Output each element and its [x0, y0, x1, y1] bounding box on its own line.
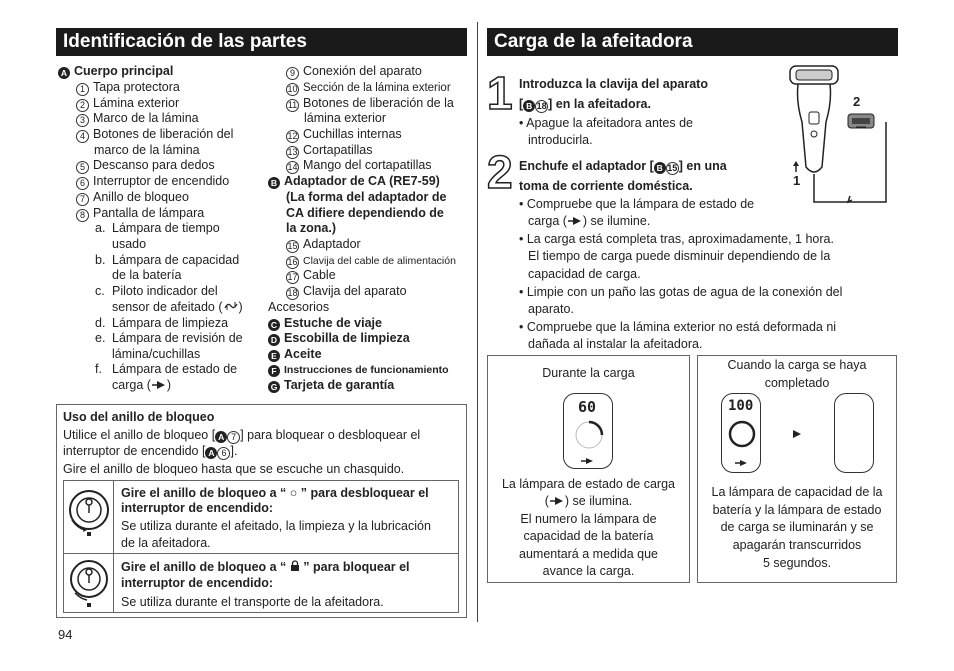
time-display: 100: [728, 398, 754, 414]
sub-item: c. Piloto indicador del: [95, 284, 218, 298]
lamp-display-charging: [563, 393, 613, 469]
list-item: 10 Sección de la lámina exterior: [287, 82, 451, 94]
part-b-title: B Adaptador de CA (RE7-59): [268, 174, 440, 190]
column-divider: [477, 22, 478, 622]
list-item: 12 Cuchillas internas: [287, 127, 402, 141]
lock-box-text: Utilice el anillo de bloqueo [ A 7 ] para bloquear o desbloquear el: [63, 428, 421, 442]
list-item: 3 Marco de la lámina: [76, 111, 199, 127]
shaver-illustration: [786, 62, 896, 212]
list-item: D Escobilla de limpieza: [268, 331, 410, 347]
time-display: 60: [578, 398, 597, 416]
list-item: F Instrucciones de funcionamiento: [268, 362, 449, 379]
figure-label-2: 2: [853, 94, 861, 109]
list-item: 2 Lámina exterior: [76, 96, 179, 112]
list-item: 6 Interruptor de encendido: [76, 174, 229, 190]
list-item: 11 Botones de liberación de la: [287, 96, 454, 110]
sub-item: f. Lámpara de estado de: [95, 362, 238, 376]
plug-icon: [580, 457, 596, 465]
plug-icon: [549, 496, 565, 506]
plug-icon: [567, 216, 583, 226]
page-number: 94: [58, 627, 73, 642]
list-item: 15 Adaptador: [287, 237, 361, 251]
list-item: 5 Descanso para dedos: [76, 158, 215, 174]
list-item: E Aceite: [268, 347, 322, 363]
sub-item: b. Lámpara de capacidad: [95, 253, 240, 267]
lamp-display-full: [721, 393, 761, 473]
shaver-charging-figure: [786, 62, 896, 212]
list-item: 8 Pantalla de lámpara: [76, 206, 204, 222]
accessories-label: Accesorios: [268, 300, 330, 314]
list-item: G Tarjeta de garantía: [268, 378, 394, 394]
arrow-right-icon: [792, 429, 802, 439]
step-number-1: 1: [487, 67, 513, 119]
lamp-display-off: [834, 393, 874, 473]
battery-ring-partial: [572, 418, 606, 452]
list-item: 16 Clavija del cable de alimentación: [287, 255, 456, 267]
list-item: C Estuche de viaje: [268, 316, 382, 332]
bullet-item: • Apague la afeitadora antes de: [519, 116, 693, 130]
sensor-line: sensor de afeitado ( ): [112, 300, 243, 314]
figure-label-1: 1: [793, 173, 801, 188]
list-item: 14 Mango del cortapatillas: [287, 158, 432, 172]
list-item: 13 Cortapatillas: [287, 143, 373, 157]
list-item: 1 Tapa protectora: [76, 80, 180, 96]
lock-ring-icon: [63, 553, 114, 613]
list-item: 18 Clavija del aparato: [287, 284, 407, 298]
bullet-item: • Compruebe que la lámpara de estado de: [519, 197, 755, 211]
unlock-figure: [63, 480, 114, 554]
list-item: 4 Botones de liberación del: [76, 127, 233, 143]
lock-box-title: Uso del anillo de bloqueo: [63, 410, 215, 424]
section-title-parts: Identificación de las partes: [56, 28, 467, 56]
list-item: 17 Cable: [287, 268, 336, 282]
sub-item: d. Lámpara de limpieza: [95, 316, 229, 330]
sub-item: e. Lámpara de revisión de: [95, 331, 243, 345]
charge-line: carga ( ): [112, 378, 172, 392]
step-number-2: 2: [487, 146, 513, 198]
unlock-ring-icon: [63, 480, 114, 554]
section-title-charging: Carga de la afeitadora: [487, 28, 898, 56]
plug-icon: [151, 380, 167, 390]
bullet-item: • Compruebe que la lámina exterior no está deformada ni: [519, 320, 837, 334]
bullet-item: • La carga está completa tras, aproximadamente, 1 hora.: [519, 232, 834, 246]
bullet-item: • Limpie con un paño las gotas de agua de la conexión del: [519, 285, 843, 299]
lock-icon: [290, 560, 300, 572]
sensor-icon: [223, 300, 239, 312]
plug-icon: [734, 459, 750, 467]
lock-figure: [63, 553, 114, 613]
list-item: 9 Conexión del aparato: [286, 64, 422, 80]
sub-item: a. Lámpara de tiempo: [95, 221, 220, 235]
list-item-cont: marco de la lámina: [94, 143, 200, 157]
list-item: 7 Anillo de bloqueo: [76, 190, 189, 206]
battery-ring-full: [726, 418, 758, 450]
part-a-title: A Cuerpo principal: [58, 64, 173, 80]
